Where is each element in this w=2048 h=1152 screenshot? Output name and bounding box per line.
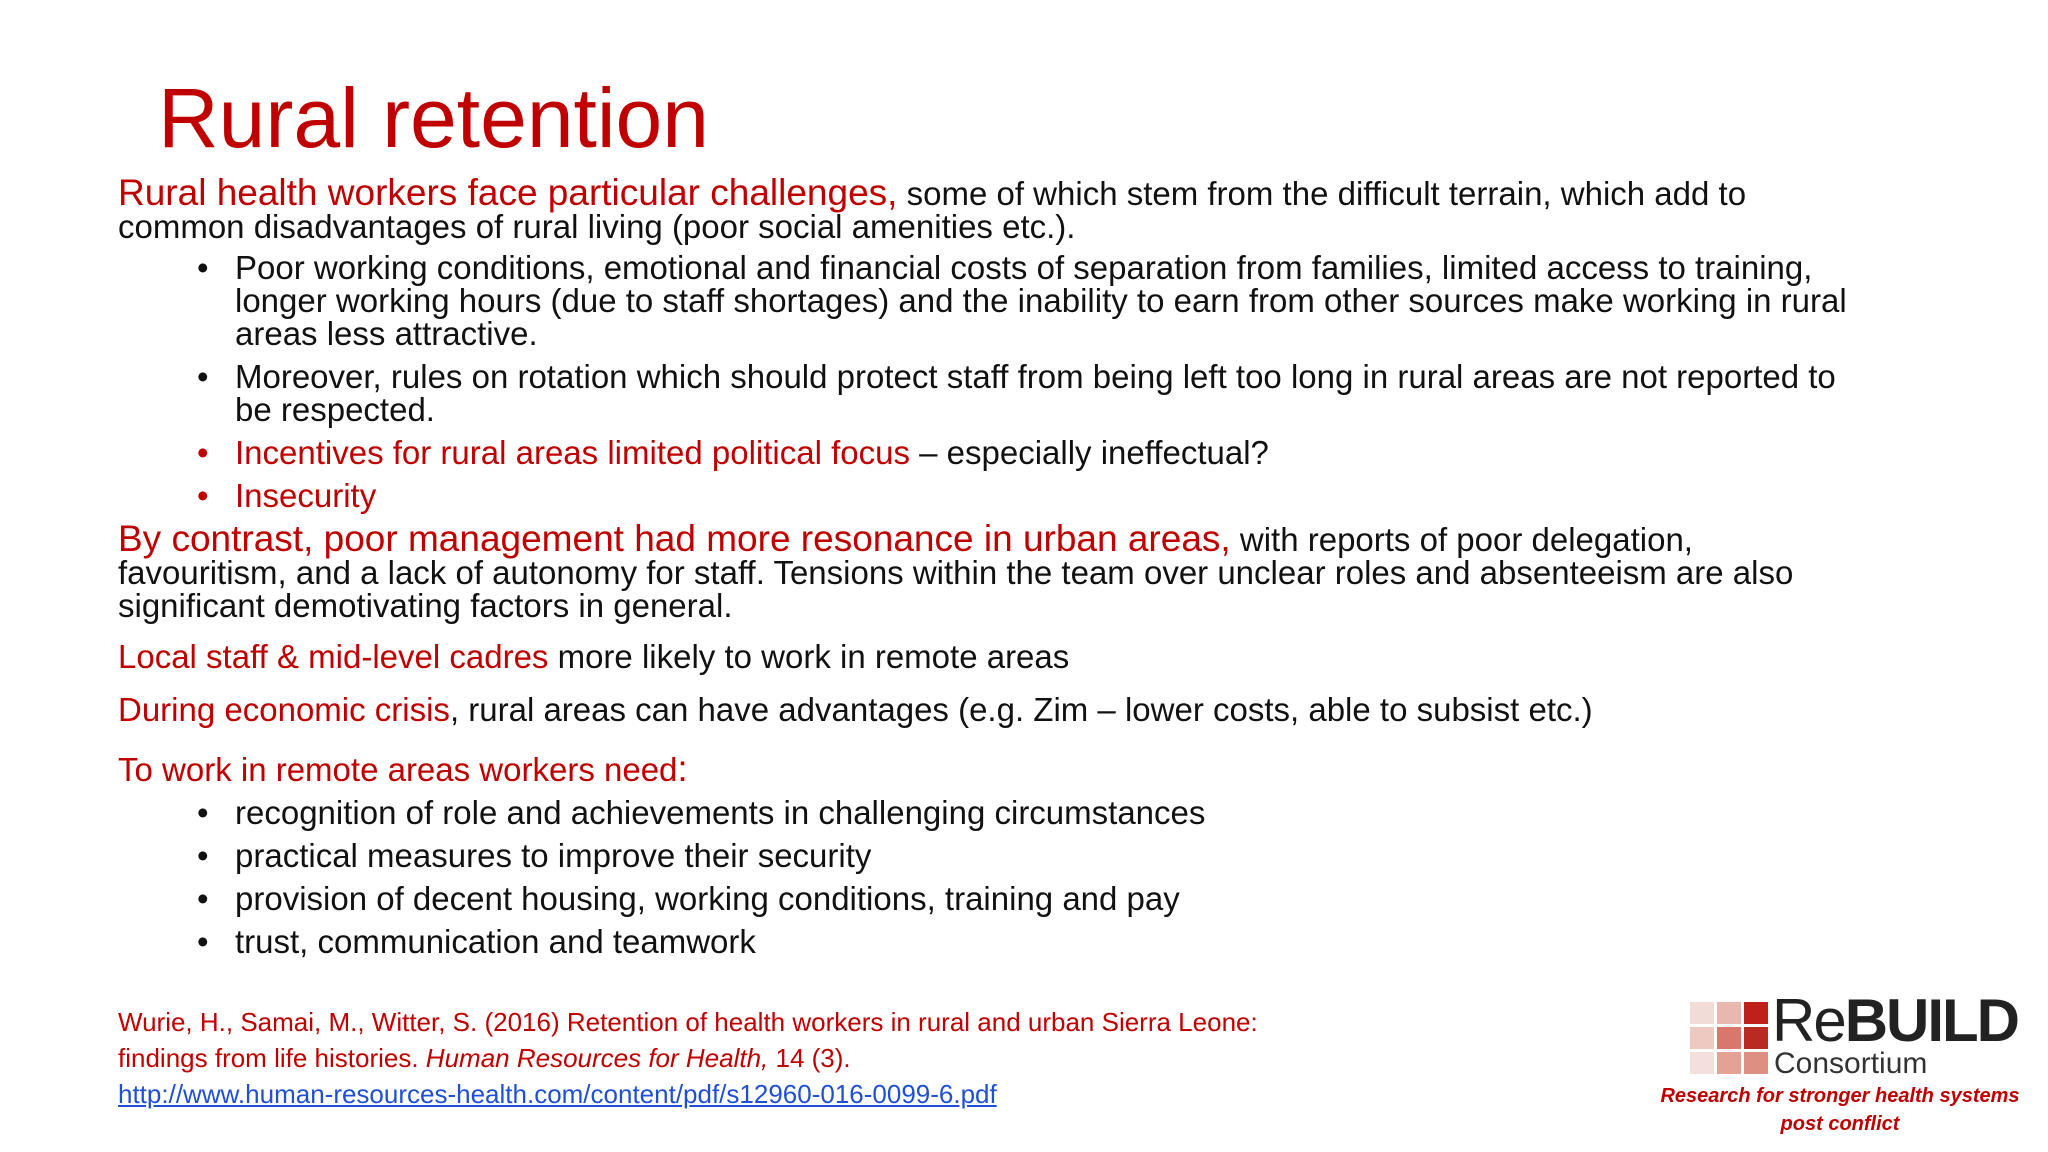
paragraph-highlight: To work in remote areas workers need xyxy=(118,751,678,788)
slide-title: Rural retention xyxy=(158,71,709,165)
bullet-icon: • xyxy=(197,923,209,960)
bullet-icon: • xyxy=(197,434,209,471)
list-item: • Incentives for rural areas limited political focus – especially ineffectual? xyxy=(197,434,1269,471)
list-item: • practical measures to improve their security xyxy=(197,837,872,874)
logo-grid-icon xyxy=(1690,1002,1770,1076)
paragraph-text: with reports of poor delegation, favouritism, and a lack of autonomy for staff. Tensions within the team over unclear roles and absenteeism are also significant demotivating factors in general. xyxy=(118,521,1794,624)
list-item: • recognition of role and achievements in challenging circumstances xyxy=(197,794,1206,831)
bullet-icon: • xyxy=(197,794,209,831)
list-item: • Insecurity xyxy=(197,477,377,514)
paragraph-local-staff xyxy=(118,640,1868,673)
bullet-icon: • xyxy=(197,358,209,395)
bullet-icon: • xyxy=(197,880,209,917)
reference-link[interactable]: http://www.human-resources-health.com/content/pdf/s12960-016-0099-6.pdf xyxy=(118,1079,997,1109)
reference-line-2: findings from life histories. Human Resources for Health, 14 (3). xyxy=(118,1043,851,1073)
slide-content xyxy=(118,172,1868,968)
bullet-icon: • xyxy=(197,837,209,874)
rural-challenges-list xyxy=(118,251,1868,512)
bullet-icon: • xyxy=(197,477,209,514)
reference-line-1: Wurie, H., Samai, M., Witter, S. (2016) Retention of health workers in rural and urban Sierra Leone: xyxy=(118,1007,1258,1037)
logo-wordmark: ReBUILD xyxy=(1772,987,2019,1054)
list-item: • Poor working conditions, emotional and financial costs of separation from families, limited access to training, longer working hours (due to staff shortages) and the inability to earn from other sources make working in rural areas less attractive. xyxy=(197,249,1847,352)
paragraph-highlight: By contrast, poor management had more resonance in urban areas, xyxy=(118,518,1231,559)
paragraph-text: , rural areas can have advantages (e.g. Zim – lower costs, able to subsist etc.) xyxy=(449,691,1593,728)
logo-tagline: Research for stronger health systems post conflict xyxy=(1660,1085,2020,1135)
paragraph-colon: : xyxy=(677,748,688,789)
paragraph-rural-challenges xyxy=(118,172,1868,245)
reference-citation xyxy=(118,1004,1418,1112)
bullet-icon: • xyxy=(197,249,209,286)
paragraph-workers-need xyxy=(118,748,1868,789)
list-item: • trust, communication and teamwork xyxy=(197,923,756,960)
paragraph-text: more likely to work in remote areas xyxy=(548,638,1070,675)
list-item: • provision of decent housing, working conditions, training and pay xyxy=(197,880,1180,917)
paragraph-highlight: Rural health workers face particular challenges, xyxy=(118,172,898,213)
logo-subtitle: Consortium xyxy=(1774,1047,1928,1080)
paragraph-text: some of which stem from the difficult terrain, which add to common disadvantages of rural living (poor social amenities etc.). xyxy=(118,175,1747,245)
workers-need-list xyxy=(118,796,1868,958)
paragraph-economic-crisis xyxy=(118,693,1868,726)
list-item: • Moreover, rules on rotation which should protect staff from being left too long in rural areas are not reported to be respected. xyxy=(197,358,1836,428)
paragraph-urban-management xyxy=(118,518,1868,624)
paragraph-highlight: Local staff & mid-level cadres xyxy=(118,638,549,675)
paragraph-highlight: During economic crisis xyxy=(118,691,450,728)
